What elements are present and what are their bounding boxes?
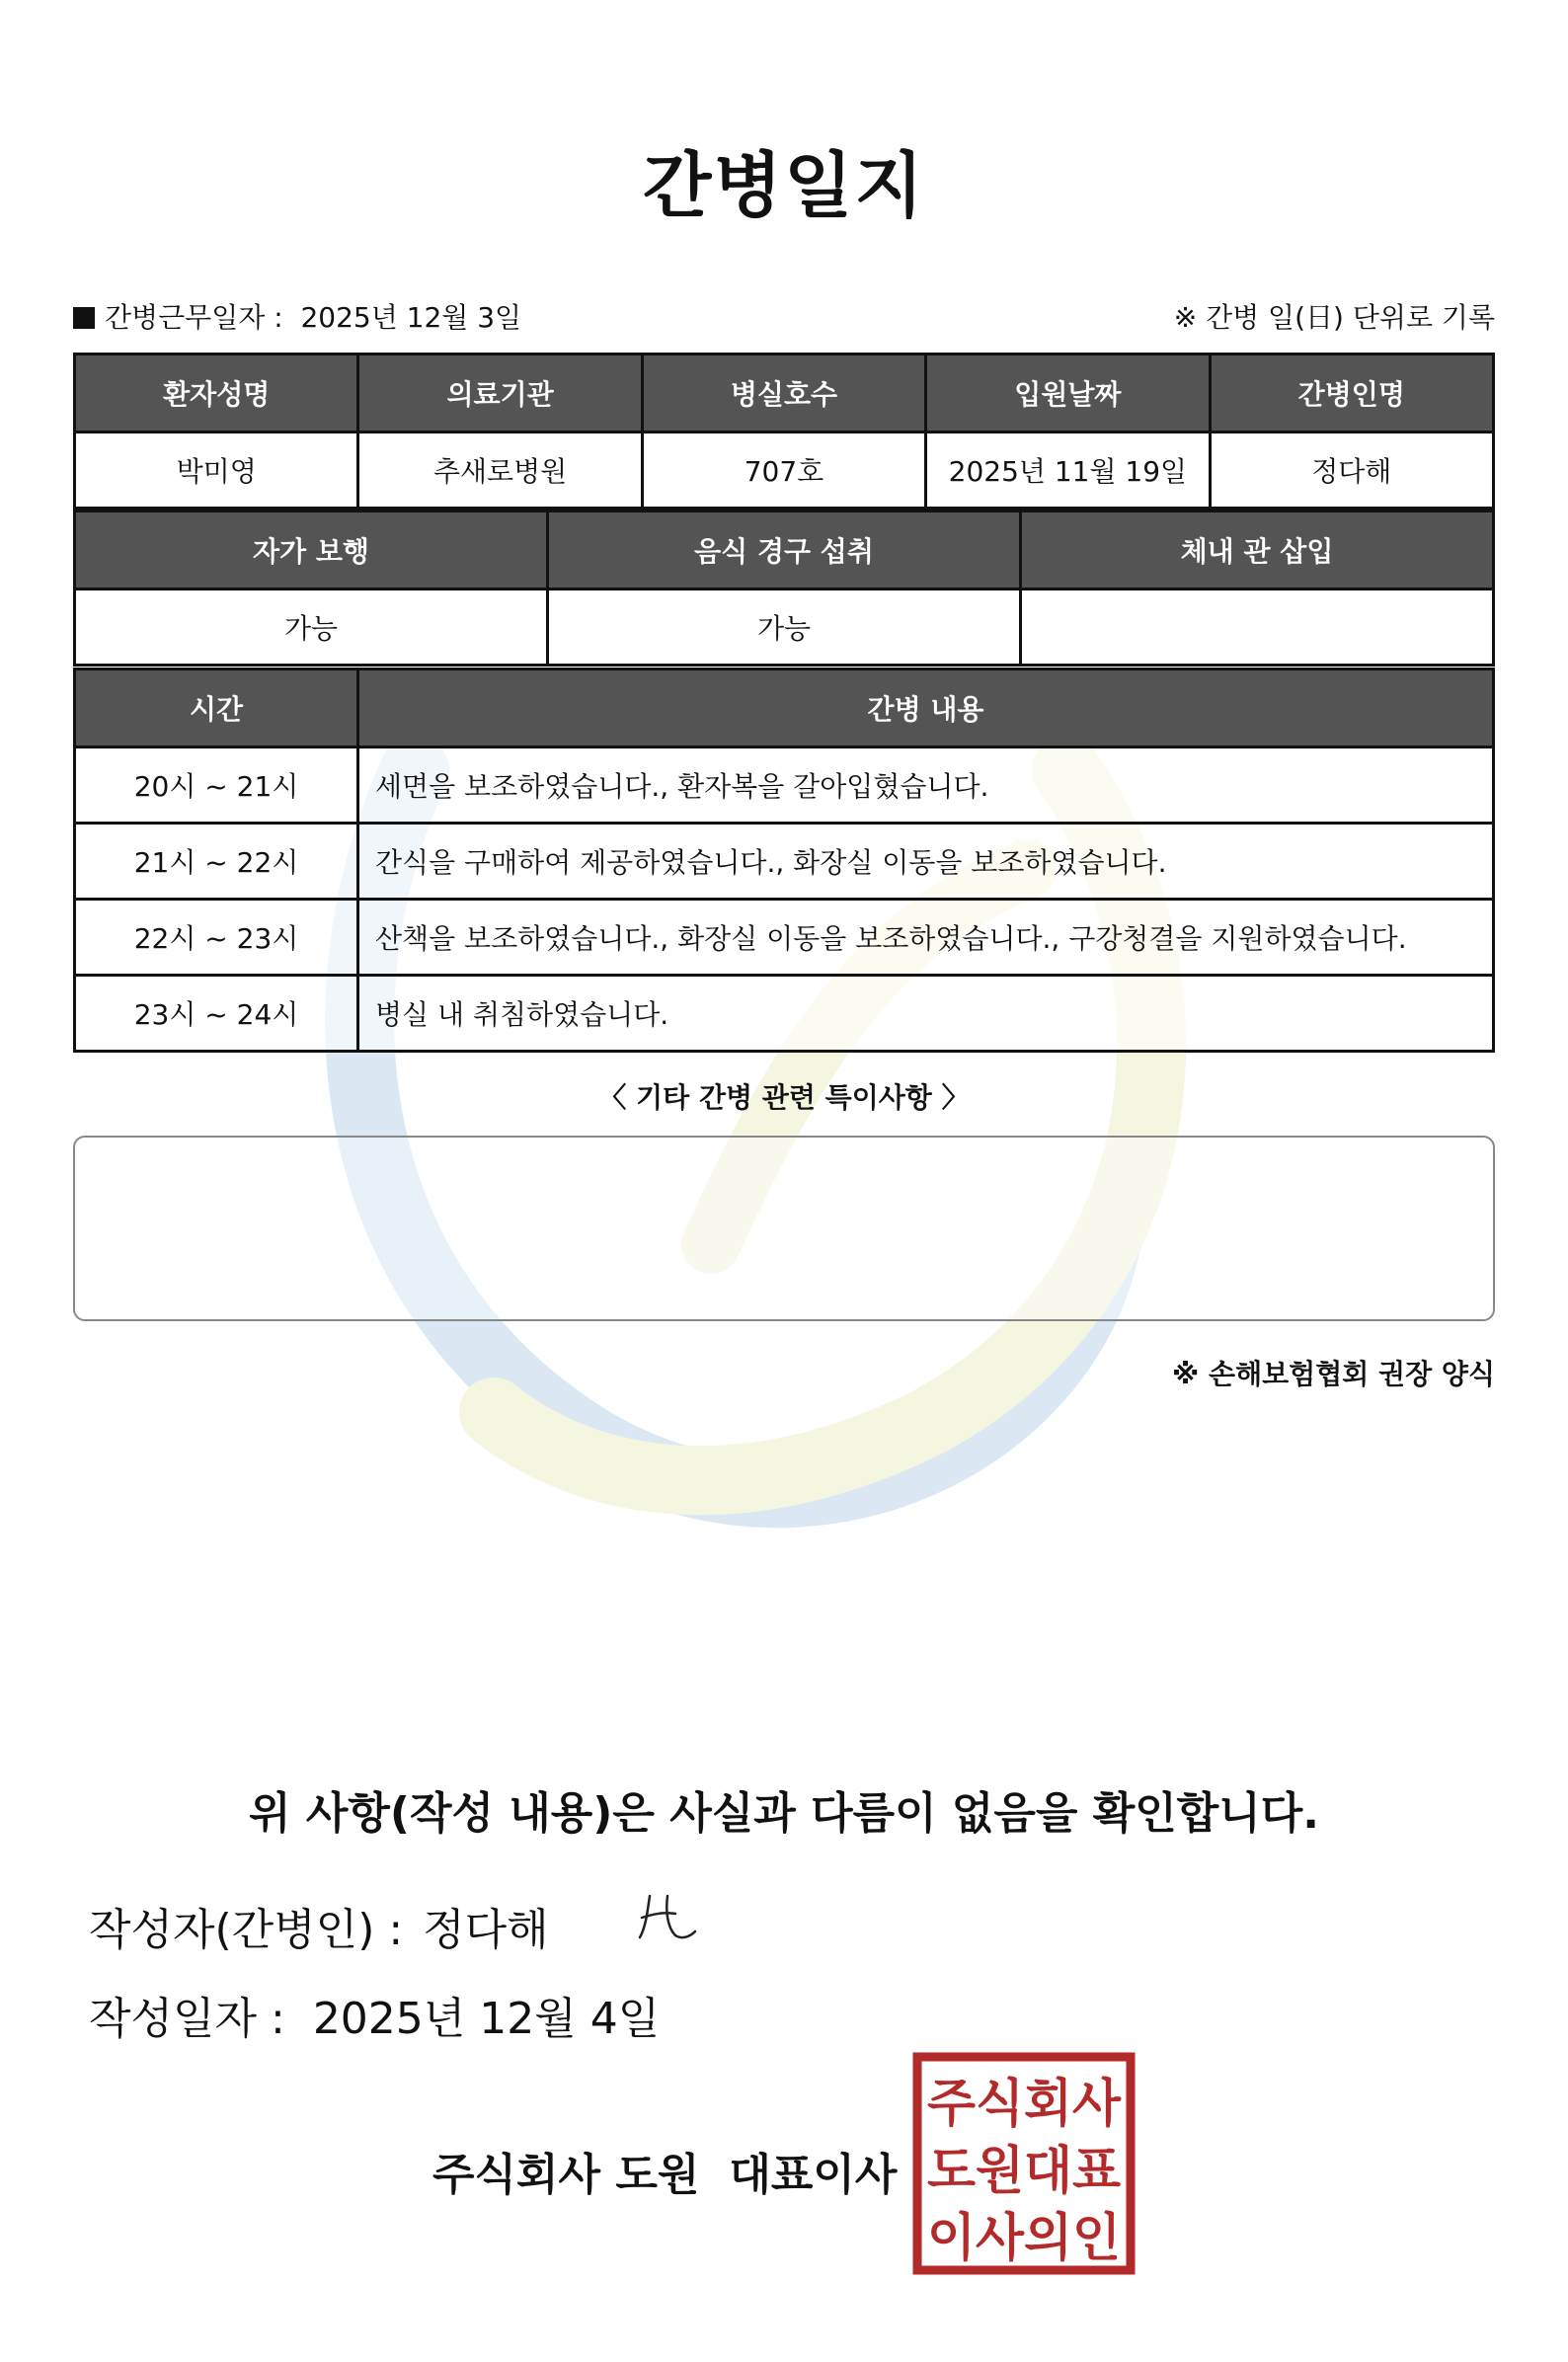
- writer-line: [89, 1894, 549, 1957]
- care-content: 세면을 보조하였습니다., 환자복을 갈아입혔습니다.: [358, 748, 1494, 824]
- header-self-walking: 자가 보행: [75, 512, 548, 590]
- remarks-box: [73, 1136, 1495, 1321]
- care-time: 22시 ~ 23시: [75, 900, 358, 976]
- patient-name: 박미영: [75, 433, 358, 509]
- header-time: 시간: [75, 669, 358, 748]
- company-line: [432, 2139, 897, 2202]
- document-title: 간병일지: [642, 144, 926, 227]
- work-date-line: [73, 296, 521, 336]
- patient-info-header-row: [75, 354, 1494, 433]
- header-care-content: 간병 내용: [358, 669, 1494, 748]
- patient-status-table: [73, 510, 1495, 667]
- work-date-label: 간병근무일자 :: [105, 301, 283, 334]
- hospital-name: 추새로병원: [358, 433, 642, 509]
- care-log-header-row: [75, 669, 1494, 748]
- header-hospital: 의료기관: [358, 354, 642, 433]
- patient-info-value-row: [75, 433, 1494, 509]
- handwritten-signature: [632, 1888, 701, 1947]
- svg-text:이사의인: 이사의인: [927, 2209, 1121, 2268]
- svg-text:주식회사: 주식회사: [927, 2075, 1122, 2134]
- admission-date: 2025년 11월 19일: [926, 433, 1210, 509]
- table-row: [75, 976, 1494, 1052]
- table-row: [75, 900, 1494, 976]
- confirmation-statement: 위 사항(작성 내용)은 사실과 다름이 없음을 확인합니다.: [249, 1788, 1319, 1839]
- record-unit-note: ※ 간병 일(日) 단위로 기록: [1173, 301, 1495, 334]
- header-room: 병실호수: [642, 354, 925, 433]
- care-time: 20시 ~ 21시: [75, 748, 358, 824]
- company-name: 주식회사 도원: [432, 2150, 700, 2200]
- recommend-note: ※ 손해보험협회 권장 양식: [1172, 1358, 1495, 1390]
- write-date-value: 2025년 12월 4일: [312, 1994, 661, 2044]
- patient-info-table: [73, 353, 1495, 510]
- write-date-label: 작성일자 :: [89, 1994, 285, 2044]
- oral-intake-value: 가능: [548, 590, 1021, 666]
- square-bullet-icon: [73, 307, 95, 329]
- self-walking-value: 가능: [75, 590, 548, 666]
- remarks-title: 〈 기타 간병 관련 특이사항 〉: [598, 1081, 970, 1114]
- care-content: 병실 내 취침하였습니다.: [358, 976, 1494, 1052]
- header-caregiver: 간병인명: [1210, 354, 1493, 433]
- care-time: 23시 ~ 24시: [75, 976, 358, 1052]
- room-number: 707호: [642, 433, 925, 509]
- care-time: 21시 ~ 22시: [75, 824, 358, 900]
- writer-label: 작성자(간병인) :: [89, 1905, 404, 1955]
- caregiver-name: 정다해: [1210, 433, 1493, 509]
- care-log-table: [73, 668, 1495, 1053]
- header-tube-insertion: 체내 관 삽입: [1021, 512, 1494, 590]
- company-seal-stamp: [912, 2052, 1136, 2275]
- writer-name: 정다해: [423, 1905, 549, 1955]
- care-content: 산책을 보조하였습니다., 화장실 이동을 보조하였습니다., 구강청결을 지원하였습니다.: [358, 900, 1494, 976]
- status-value-row: [75, 590, 1494, 666]
- header-patient-name: 환자성명: [75, 354, 358, 433]
- work-date-value: 2025년 12월 3일: [300, 301, 522, 334]
- table-row: [75, 748, 1494, 824]
- header-admission-date: 입원날짜: [926, 354, 1210, 433]
- header-oral-intake: 음식 경구 섭취: [548, 512, 1021, 590]
- write-date-line: [89, 1983, 660, 2046]
- status-header-row: [75, 512, 1494, 590]
- tube-insertion-value: [1021, 590, 1494, 666]
- table-row: [75, 824, 1494, 900]
- svg-text:도원대표: 도원대표: [927, 2142, 1121, 2201]
- care-content: 간식을 구매하여 제공하였습니다., 화장실 이동을 보조하였습니다.: [358, 824, 1494, 900]
- ceo-label: 대표이사: [729, 2150, 898, 2200]
